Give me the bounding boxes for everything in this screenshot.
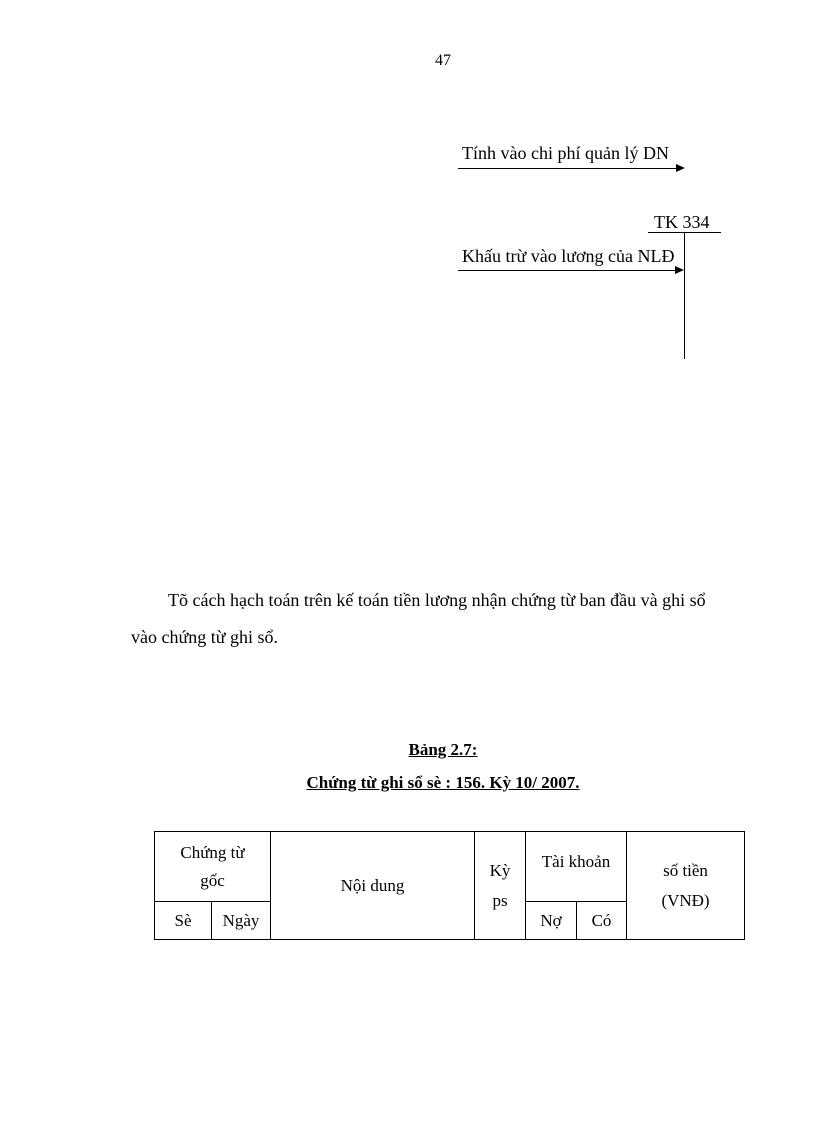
header-period bbox=[475, 832, 526, 940]
account-334-label: TK 334 bbox=[654, 212, 710, 232]
table-caption-subtitle: Chứng từ ghi sổ sè : 156. Kỳ 10/ 2007. bbox=[306, 773, 580, 792]
deduct-arrow-label: Khấu trừ vào lương của NLĐ bbox=[462, 246, 675, 266]
deduct-arrow-line bbox=[458, 270, 676, 271]
header-source-document-line1: Chứng từ bbox=[180, 842, 245, 862]
header-amount-line2: (VNĐ) bbox=[661, 890, 710, 910]
header-date: Ngày bbox=[212, 902, 271, 940]
expense-arrowhead-icon bbox=[676, 164, 685, 172]
header-account: Tài khoản bbox=[526, 832, 627, 902]
header-number: Sè bbox=[155, 902, 212, 940]
header-credit: Có bbox=[577, 902, 627, 940]
deduct-arrowhead-icon bbox=[675, 266, 684, 274]
page-number: 47 bbox=[435, 52, 451, 69]
header-source-document bbox=[155, 832, 271, 902]
paragraph-line-1: Tõ cách hạch toán trên kế toán tiền lương nhận chứng từ ban đầu và ghi sổ bbox=[168, 590, 706, 610]
header-debit: Nợ bbox=[526, 902, 577, 940]
table-caption-title: Bảng 2.7: bbox=[408, 740, 478, 759]
voucher-table bbox=[154, 831, 745, 940]
expense-arrow-line bbox=[458, 168, 678, 169]
header-source-document-line2: gốc bbox=[200, 870, 225, 890]
header-content: Nội dung bbox=[271, 832, 475, 940]
account-334-vertical-line bbox=[684, 232, 685, 359]
header-amount bbox=[627, 832, 745, 940]
header-amount-line1: số tiền bbox=[663, 860, 708, 880]
expense-arrow-label: Tính vào chi phí quản lý DN bbox=[462, 143, 669, 163]
header-period-line1: Kỳ bbox=[489, 860, 511, 880]
header-period-line2: ps bbox=[492, 890, 508, 910]
paragraph-line-2: vào chứng từ ghi sổ. bbox=[131, 627, 278, 647]
